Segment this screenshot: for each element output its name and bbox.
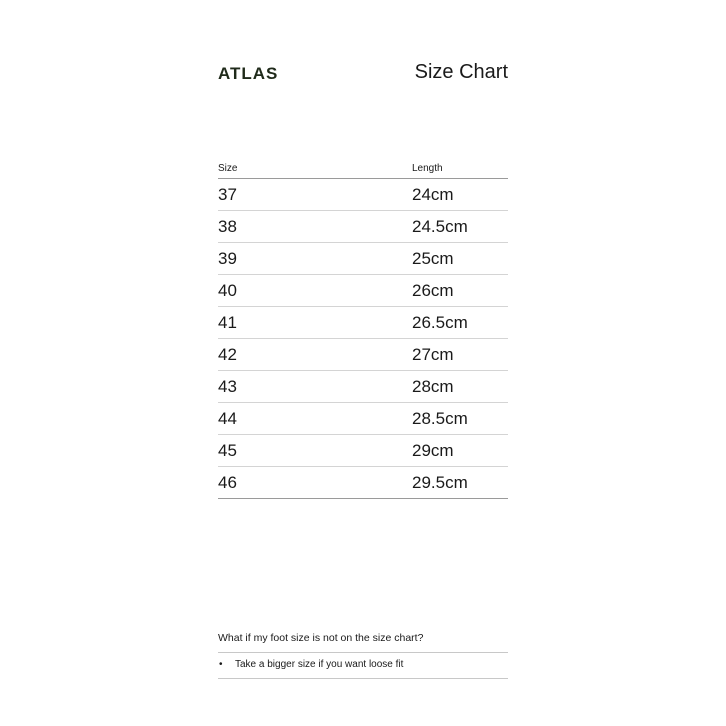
table-row: [218, 403, 508, 435]
size-cell: 46: [218, 467, 412, 499]
length-cell: 26cm: [412, 275, 508, 307]
length-cell: 29.5cm: [412, 467, 508, 499]
list-item: [218, 653, 508, 678]
size-cell: 39: [218, 243, 412, 275]
size-chart-sheet: [218, 0, 508, 726]
size-cell: 44: [218, 403, 412, 435]
size-cell: 45: [218, 435, 412, 467]
page-title: Size Chart: [414, 61, 508, 83]
table-row: [218, 339, 508, 371]
table-row: [218, 371, 508, 403]
faq-question: What if my foot size is not on the size chart?: [218, 632, 508, 653]
bullet-icon: •: [219, 659, 223, 670]
brand-logo: ATLAS: [218, 64, 279, 83]
faq-section: [218, 632, 508, 679]
length-cell: 27cm: [412, 339, 508, 371]
length-cell: 24.5cm: [412, 211, 508, 243]
table-row: [218, 307, 508, 339]
table-row: [218, 243, 508, 275]
size-cell: 43: [218, 371, 412, 403]
table-row: [218, 211, 508, 243]
size-cell: 38: [218, 211, 412, 243]
faq-answer-text: Take a bigger size if you want loose fit: [235, 659, 404, 670]
length-cell: 26.5cm: [412, 307, 508, 339]
length-cell: 29cm: [412, 435, 508, 467]
table-row: [218, 467, 508, 499]
size-table: [218, 158, 508, 499]
length-cell: 25cm: [412, 243, 508, 275]
size-cell: 40: [218, 275, 412, 307]
column-header-length: Length: [412, 158, 508, 179]
table-row: [218, 435, 508, 467]
table-row: [218, 179, 508, 211]
table-row: [218, 275, 508, 307]
length-cell: 28cm: [412, 371, 508, 403]
size-cell: 42: [218, 339, 412, 371]
table-header-row: [218, 158, 508, 179]
column-header-size: Size: [218, 158, 412, 179]
length-cell: 24cm: [412, 179, 508, 211]
size-cell: 41: [218, 307, 412, 339]
size-cell: 37: [218, 179, 412, 211]
faq-answer-list: [218, 653, 508, 679]
length-cell: 28.5cm: [412, 403, 508, 435]
